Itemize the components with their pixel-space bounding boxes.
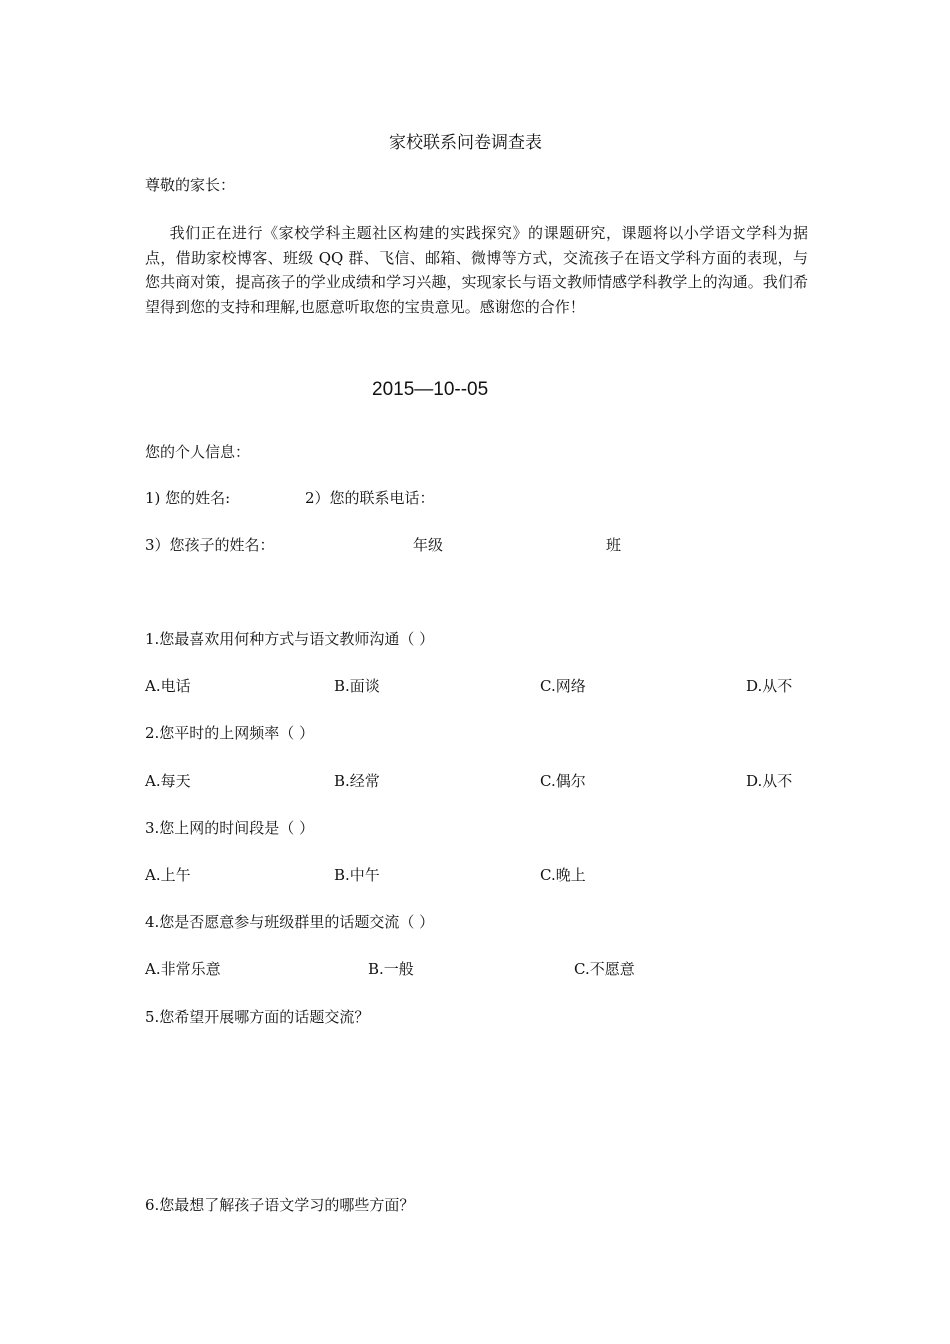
question-3: 3.您上网的时间段是（ ） <box>145 819 315 837</box>
parent-phone-label: 2）您的联系电话： <box>305 489 435 507</box>
child-name-label: 3）您孩子的姓名： <box>145 536 275 554</box>
parent-name-label: 1) 您的姓名: <box>145 489 231 507</box>
class-label: 班 <box>606 536 622 554</box>
intro-paragraph <box>145 221 808 319</box>
document-title: 家校联系问卷调查表 <box>389 133 542 153</box>
question-4-option-b: B.一般 <box>368 960 414 978</box>
greeting: 尊敬的家长： <box>145 176 236 194</box>
question-1-option-b: B.面谈 <box>334 677 380 695</box>
question-4-option-c: C.不愿意 <box>574 960 635 978</box>
question-1: 1.您最喜欢用何种方式与语文教师沟通（ ） <box>145 630 435 648</box>
question-3-option-c: C.晚上 <box>540 866 586 884</box>
question-1-option-c: C.网络 <box>540 677 586 695</box>
question-3-option-b: B.中午 <box>334 866 380 884</box>
question-3-option-a: A.上午 <box>145 866 191 884</box>
question-2-option-b: B.经常 <box>334 772 380 790</box>
question-2-option-a: A.每天 <box>145 772 191 790</box>
question-4: 4.您是否愿意参与班级群里的话题交流（ ） <box>145 913 435 931</box>
question-2-option-c: C.偶尔 <box>540 772 586 790</box>
question-2-option-d: D.从不 <box>746 772 793 790</box>
intro-text: 我们正在进行《家校学科主题社区构建的实践探究》的课题研究，课题将以小学语文学科为据点，借助家校博客、班级 QQ 群、飞信、邮箱、微博等方式，交流孩子在语文学科方面的表现，与您共商对策，提高孩子的学业成绩和学习兴趣，实现家长与语文教师情感学科教学上的沟通。我们希望得到您的支持和理解,也愿意听取您的宝贵意见。感谢您的合作！ <box>145 224 808 316</box>
question-5: 5.您希望开展哪方面的话题交流？ <box>145 1008 370 1026</box>
question-2: 2.您平时的上网频率（ ） <box>145 724 315 742</box>
question-1-option-d: D.从不 <box>746 677 793 695</box>
personal-info-heading: 您的个人信息： <box>145 443 251 461</box>
grade-label: 年级 <box>413 536 444 554</box>
question-1-option-a: A.电话 <box>145 677 191 695</box>
question-4-option-a: A.非常乐意 <box>145 960 221 978</box>
survey-date: 2015—10--05 <box>372 379 489 400</box>
question-6: 6.您最想了解孩子语文学习的哪些方面？ <box>145 1196 415 1214</box>
